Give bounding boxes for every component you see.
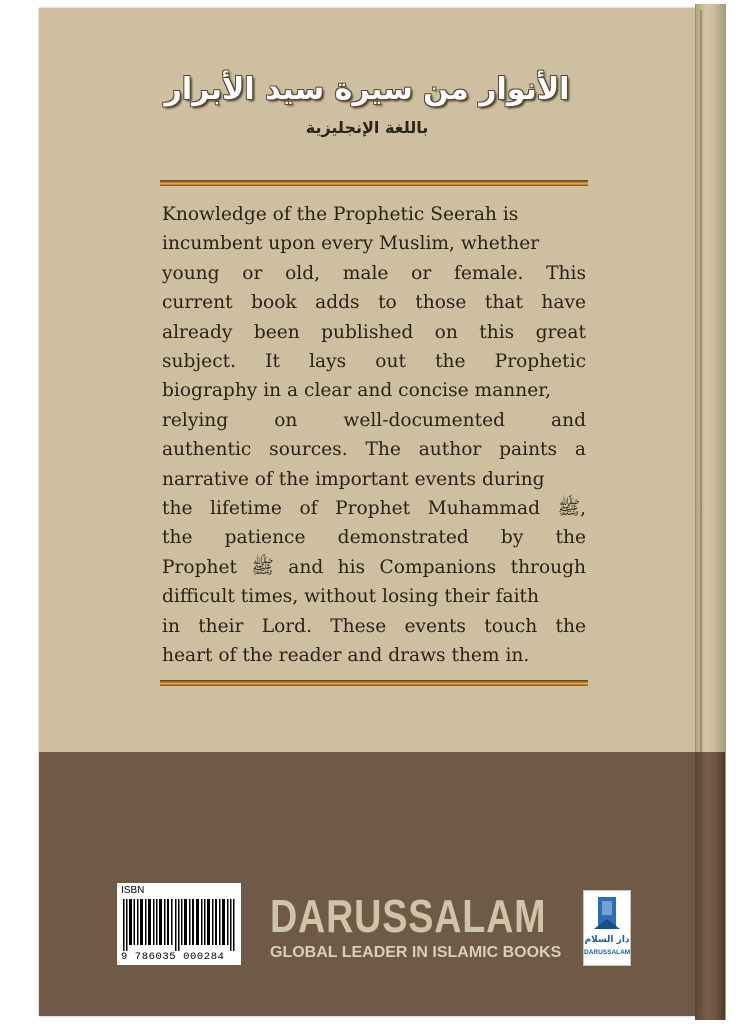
blurb-line: biography in a clear and concise manner, — [162, 380, 551, 402]
blurb-text — [162, 200, 586, 670]
arabic-title: الأنوار من سيرة سيد الأبرار — [164, 72, 570, 107]
spine-hinge — [700, 10, 702, 1014]
blurb-line: already been published on this great — [162, 321, 586, 343]
blurb-line: the lifetime of Prophet Muhammad ﷺ, — [162, 497, 586, 519]
book-logo-icon — [584, 891, 630, 935]
blurb-line: subject. It lays out the Prophetic — [162, 350, 586, 372]
blurb-line: current book adds to those that have — [162, 292, 586, 314]
blurb-line: incumbent upon every Muslim, whether — [162, 233, 540, 255]
isbn-number: 9 786035 000284 — [121, 951, 225, 963]
publisher-name: DARUSSALAM — [270, 890, 547, 942]
blurb-line: relying on well-documented and — [162, 409, 586, 431]
blurb-line: Prophet ﷺ and his Companions through — [162, 556, 586, 578]
publisher-logo — [583, 890, 631, 966]
logo-arabic-text: دار السلام — [584, 935, 630, 945]
blurb-line: Knowledge of the Prophetic Seerah is — [162, 204, 519, 225]
blurb-line: narrative of the important events during — [162, 468, 545, 490]
barcode-bars-icon — [123, 899, 235, 951]
bottom-divider — [160, 680, 588, 686]
top-divider — [160, 180, 588, 186]
blurb-line: heart of the reader and draws them in. — [162, 644, 530, 666]
blurb-line: authentic sources. The author paints a — [162, 439, 586, 461]
blurb-line: young or old, male or female. This — [162, 262, 586, 284]
isbn-label: ISBN — [121, 885, 145, 896]
logo-english-text: DARUSSALAM — [584, 949, 631, 956]
blurb-line: the patience demonstrated by the — [162, 527, 586, 549]
arabic-subtitle: باللغة الإنجليزية — [305, 118, 429, 137]
isbn-barcode — [117, 883, 241, 965]
blurb-line: difficult times, without losing their faith — [162, 586, 539, 608]
blurb-line: in their Lord. These events touch the — [162, 615, 586, 637]
publisher-tagline: GLOBAL LEADER IN ISLAMIC BOOKS — [270, 944, 562, 961]
